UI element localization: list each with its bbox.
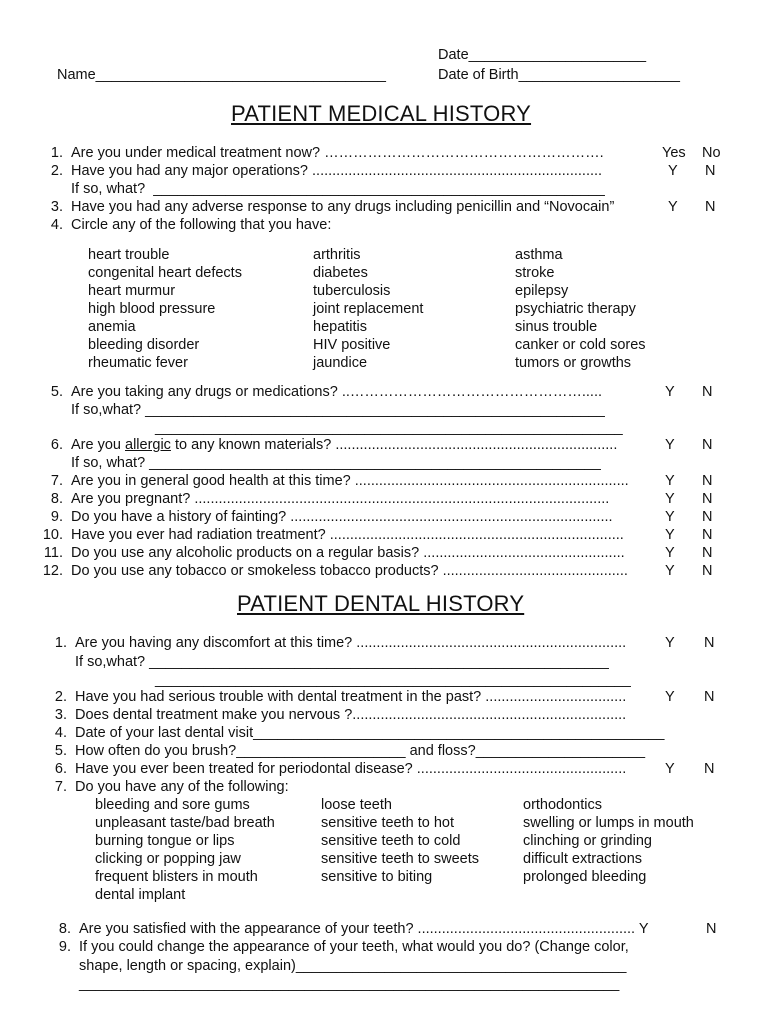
question-number: 3.	[50, 199, 63, 215]
medical-q7-text: Are you in general good health at this time? ....................................................................	[71, 473, 629, 489]
date-of-birth-field[interactable]: Date of Birth____________________	[438, 67, 680, 83]
condition-item[interactable]: clicking or popping jaw	[95, 851, 241, 867]
appearance-change-field[interactable]: shape, length or spacing, explain)_________________________________________	[79, 958, 627, 974]
yes-option[interactable]: Y	[665, 491, 675, 507]
condition-item[interactable]: tumors or growths	[515, 355, 632, 371]
yes-option[interactable]: Y	[665, 635, 675, 651]
medical-q8-text: Are you pregnant? .......................................................................................................	[71, 491, 610, 507]
no-option[interactable]: N	[702, 473, 713, 489]
question-number: 6.	[54, 761, 67, 777]
question-number: 7.	[50, 473, 63, 489]
condition-item[interactable]: dental implant	[95, 887, 186, 903]
yes-option[interactable]: Y	[665, 509, 675, 525]
dental-q2-text: Have you had serious trouble with dental treatment in the past? ...................................	[75, 689, 627, 705]
question-number: 5.	[54, 743, 67, 759]
question-number: 10.	[42, 527, 63, 543]
question-number: 8.	[50, 491, 63, 507]
condition-item[interactable]: joint replacement	[313, 301, 424, 317]
no-option[interactable]: N	[704, 689, 715, 705]
condition-item[interactable]: sensitive teeth to hot	[321, 815, 454, 831]
no-option[interactable]: N	[705, 163, 716, 179]
medical-q9-text: Do you have a history of fainting? ................................................................................	[71, 509, 613, 525]
condition-item[interactable]: high blood pressure	[88, 301, 216, 317]
discomfort-detail-line[interactable]: ___________________________________________________________	[155, 672, 631, 688]
yes-option[interactable]: Y	[668, 163, 678, 179]
question-number: 2.	[50, 163, 63, 179]
condition-item[interactable]: unpleasant taste/bad breath	[95, 815, 275, 831]
dental-q1-text: Are you having any discomfort at this time? ...................................................................	[75, 635, 627, 651]
no-option[interactable]: N	[702, 509, 713, 525]
condition-item[interactable]: bleeding and sore gums	[95, 797, 250, 813]
yes-option[interactable]: Y	[665, 473, 675, 489]
question-number: 5.	[50, 384, 63, 400]
no-option[interactable]: N	[702, 527, 713, 543]
appearance-change-line[interactable]: ___________________________________________________________________	[79, 976, 620, 992]
name-field[interactable]: Name____________________________________	[57, 67, 386, 83]
condition-item[interactable]: HIV positive	[313, 337, 391, 353]
no-option[interactable]: N	[704, 761, 715, 777]
condition-item[interactable]: heart trouble	[88, 247, 170, 263]
condition-item[interactable]: sensitive teeth to sweets	[321, 851, 479, 867]
medical-q11-text: Do you use any alcoholic products on a regular basis? ..................................................	[71, 545, 625, 561]
medical-history-title: PATIENT MEDICAL HISTORY	[231, 101, 532, 126]
condition-item[interactable]: rheumatic fever	[88, 355, 188, 371]
question-number: 9.	[50, 509, 63, 525]
condition-item[interactable]: anemia	[88, 319, 136, 335]
medications-detail-line[interactable]: __________________________________________________________	[155, 420, 623, 436]
question-number: 1.	[54, 635, 67, 651]
no-option[interactable]: N	[702, 563, 713, 579]
question-number: 6.	[50, 437, 63, 453]
dental-q3-text: Does dental treatment make you nervous ?....................................................................	[75, 707, 627, 723]
yes-option[interactable]: Y	[665, 527, 675, 543]
yes-option[interactable]: Y	[665, 545, 675, 561]
last-dental-visit-field[interactable]: Date of your last dental visit___________________________________________________	[75, 725, 665, 741]
condition-item[interactable]: clinching or grinding	[523, 833, 652, 849]
no-option[interactable]: N	[706, 921, 717, 937]
question-number: 1.	[50, 145, 63, 161]
medical-q2-text: Have you had any major operations? ........................................................................	[71, 163, 603, 179]
medical-q10-text: Have you ever had radiation treatment? .........................................................................	[71, 527, 624, 543]
medical-q12-text: Do you use any tobacco or smokeless tobacco products? ..............................................	[71, 563, 628, 579]
condition-item[interactable]: sensitive to biting	[321, 869, 433, 885]
question-number: 7.	[54, 779, 67, 795]
medical-q5-text: Are you taking any drugs or medications? ..………………………………………….....	[71, 384, 603, 400]
dental-history-title: PATIENT DENTAL HISTORY	[237, 591, 525, 616]
condition-item[interactable]: arthritis	[313, 247, 361, 263]
condition-item[interactable]: burning tongue or lips	[95, 833, 235, 849]
yes-option[interactable]: Y	[665, 384, 675, 400]
condition-item[interactable]: diabetes	[313, 265, 368, 281]
yes-option[interactable]: Y	[668, 199, 678, 215]
condition-item[interactable]: orthodontics	[523, 797, 602, 813]
condition-item[interactable]: stroke	[515, 265, 555, 281]
yes-option[interactable]: Y	[665, 563, 675, 579]
condition-item[interactable]: difficult extractions	[523, 851, 643, 867]
no-option[interactable]: N	[702, 384, 713, 400]
yes-option[interactable]: Y	[665, 689, 675, 705]
discomfort-detail-field[interactable]: If so,what? _________________________________________________________	[75, 654, 609, 670]
question-number: 11.	[43, 545, 63, 561]
condition-item[interactable]: congenital heart defects	[88, 265, 242, 281]
no-option[interactable]: N	[705, 199, 716, 215]
yes-option[interactable]: Y	[665, 437, 675, 453]
medical-q4-text: Circle any of the following that you have:	[71, 217, 332, 233]
medications-detail-field[interactable]: If so,what? _________________________________________________________	[71, 402, 605, 418]
no-column-header: No	[702, 145, 721, 161]
condition-item[interactable]: tuberculosis	[313, 283, 391, 299]
medical-q3-text: Have you had any adverse response to any drugs including penicillin and “Novocain”	[71, 199, 615, 215]
question-number: 9.	[58, 939, 71, 955]
question-number: 8.	[58, 921, 71, 937]
condition-item[interactable]: jaundice	[313, 355, 368, 371]
medical-q1-text: Are you under medical treatment now? ………………………………………………….	[71, 145, 604, 161]
dental-q8-text: Are you satisfied with the appearance of your teeth? ...................................................... Y	[79, 921, 649, 937]
condition-item[interactable]: canker or cold sores	[515, 337, 646, 353]
yes-column-header: Yes	[662, 145, 686, 161]
dental-q7-text: Do you have any of the following:	[75, 779, 289, 795]
condition-item[interactable]: sinus trouble	[515, 319, 598, 335]
no-option[interactable]: N	[702, 437, 713, 453]
condition-item[interactable]: hepatitis	[313, 319, 368, 335]
yes-option[interactable]: Y	[665, 761, 675, 777]
date-field[interactable]: Date______________________	[438, 47, 647, 63]
allergy-detail-field[interactable]: If so, what? ________________________________________________________	[71, 455, 601, 471]
condition-item[interactable]: loose teeth	[321, 797, 392, 813]
operations-detail-field[interactable]: If so, what? ________________________________________________________	[71, 181, 605, 197]
question-number: 2.	[54, 689, 67, 705]
condition-item[interactable]: psychiatric therapy	[515, 301, 636, 317]
question-number: 4.	[50, 217, 63, 233]
condition-item[interactable]: asthma	[515, 247, 563, 263]
condition-item[interactable]: frequent blisters in mouth	[95, 869, 258, 885]
condition-item[interactable]: sensitive teeth to cold	[321, 833, 461, 849]
condition-item[interactable]: epilepsy	[515, 283, 569, 299]
dental-q9-text: If you could change the appearance of your teeth, what would you do? (Change color,	[79, 939, 629, 955]
dental-q6-text: Have you ever been treated for periodontal disease? ....................................................	[75, 761, 627, 777]
brush-floss-frequency-field[interactable]: How often do you brush?_____________________ and floss?_____________________	[75, 743, 646, 759]
no-option[interactable]: N	[702, 491, 713, 507]
question-number: 12.	[42, 563, 63, 579]
condition-item[interactable]: swelling or lumps in mouth	[523, 815, 694, 831]
question-number: 4.	[54, 725, 67, 741]
condition-item[interactable]: heart murmur	[88, 283, 176, 299]
no-option[interactable]: N	[702, 545, 713, 561]
question-number: 3.	[54, 707, 67, 723]
no-option[interactable]: N	[704, 635, 715, 651]
condition-item[interactable]: bleeding disorder	[88, 337, 200, 353]
medical-q6-text: Are you allergic to any known materials? ......................................................................	[71, 437, 618, 453]
condition-item[interactable]: prolonged bleeding	[523, 869, 647, 885]
